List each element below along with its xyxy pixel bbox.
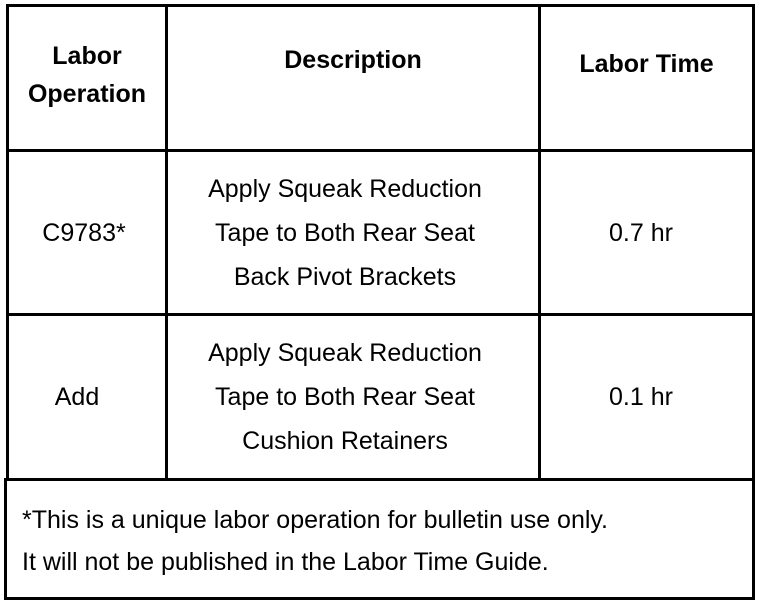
header-labor-operation: Labor Operation: [27, 42, 147, 108]
footnote-top-border: [4, 478, 755, 481]
table-top-border: [6, 4, 755, 7]
footnote-left-border: [4, 478, 7, 600]
footnote-line-1: *This is a unique labor operation for bulletin use only.: [22, 506, 608, 534]
footnote-line-2: It will not be published in the Labor Time Guide.: [22, 548, 549, 576]
row2-labor-time: 0.1 hr: [609, 383, 673, 411]
footnote: [22, 499, 608, 583]
row1-operation: C9783*: [42, 218, 126, 247]
row2-description: Apply Squeak Reduction Tape to Both Rear Seat Cushion Retainers: [208, 339, 482, 455]
footnote-bottom-border: [4, 597, 755, 600]
row1-description: Apply Squeak Reduction Tape to Both Rear Seat Back Pivot Brackets: [208, 174, 482, 291]
row2-operation: Add: [54, 383, 100, 411]
footnote-right-border: [752, 478, 755, 600]
header-labor-time: Labor Time: [579, 50, 714, 78]
header-description: Description: [284, 46, 422, 74]
table-right-border: [752, 4, 755, 478]
row1-labor-time: 0.7 hr: [609, 218, 673, 247]
